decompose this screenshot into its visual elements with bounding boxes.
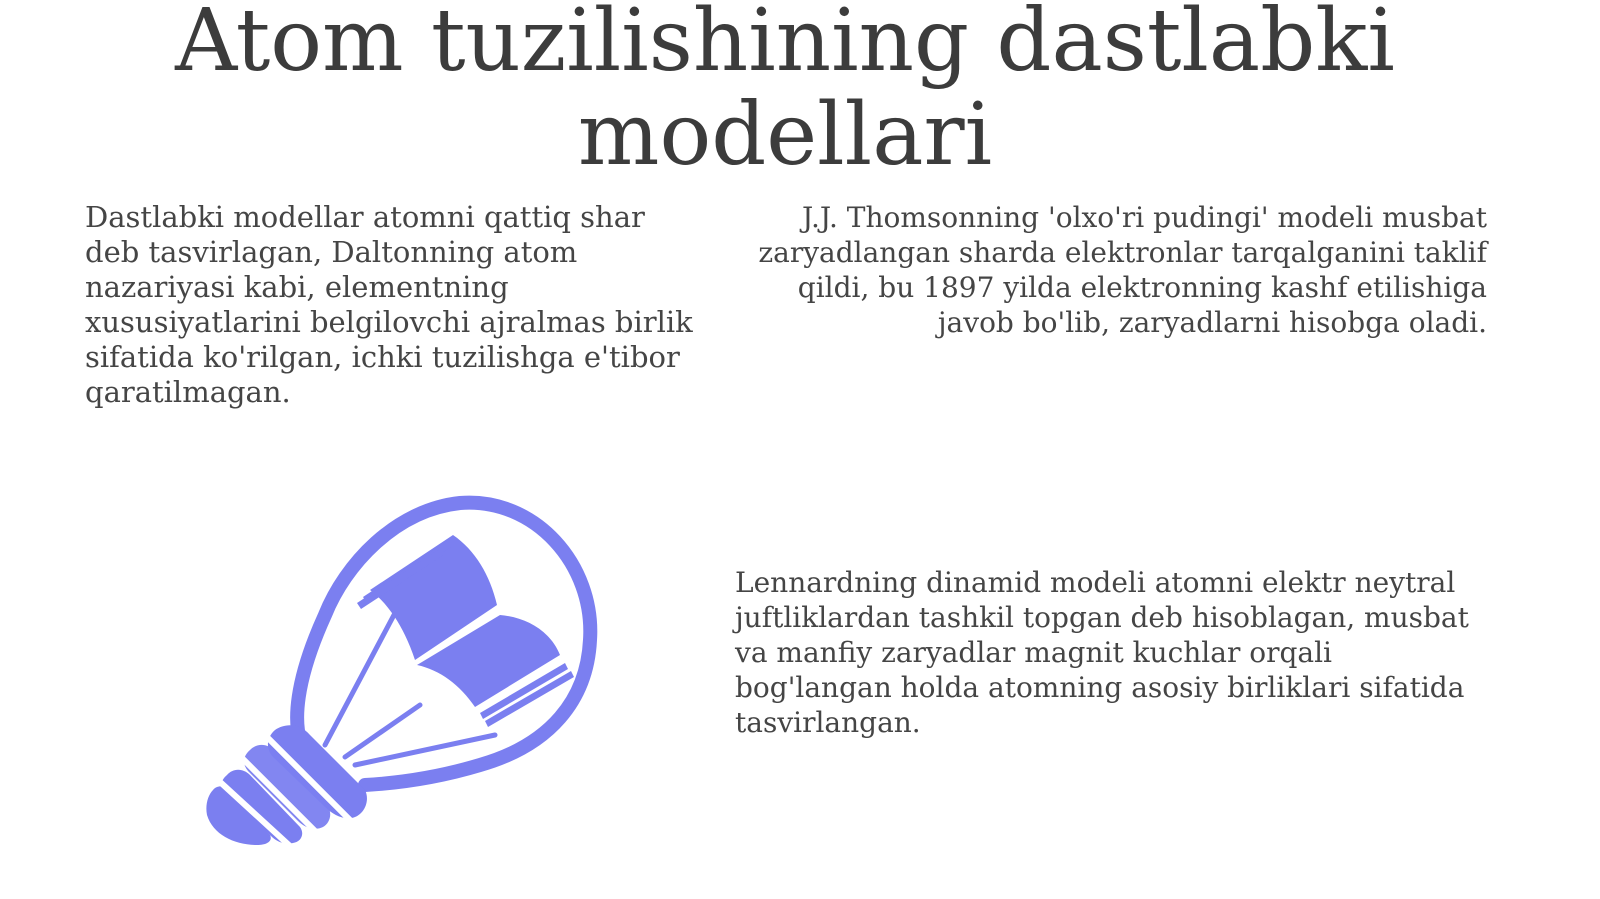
lightbulb-with-book-icon <box>205 495 625 850</box>
paragraph-dalton: Dastlabki modellar atomni qattiq shar deb tasvirlagan, Daltonning atom nazariyasi kabi, elementning xususiyatlarini belgilovchi ajralmas birlik sifatida ko'rilgan, ichki tuzilishga e'tibor qaratilmagan. <box>85 200 693 409</box>
paragraph-thomson: J.J. Thomsonning 'olxo'ri pudingi' modeli musbat zaryadlangan sharda elektronlar tarqalganini taklif qildi, bu 1897 yilda elektronning kashf etilishiga javob bo'lib, zaryadlarni hisobga oladi. <box>758 201 1487 339</box>
paragraph-lenard: Lennardning dinamid modeli atomni elektr neytral juftliklardan tashkil topgan deb hisoblagan, musbat va manfiy zaryadlar magnit kuchlar orqali bog'langan holda atomning asosiy birliklari sifatida tasvirlangan. <box>735 566 1469 739</box>
slide-title: Atom tuzilishining dastlabki modellari <box>175 0 1395 185</box>
